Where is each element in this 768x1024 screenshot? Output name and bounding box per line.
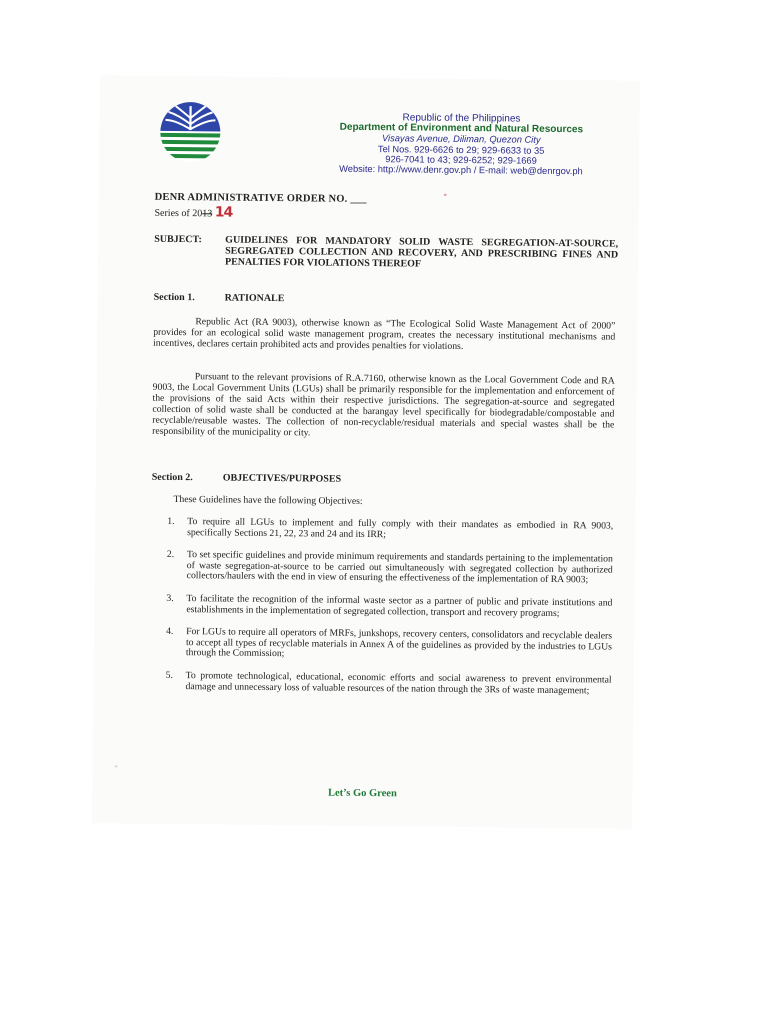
section2-intro: These Guidelines have the following Objectives:	[173, 493, 363, 507]
section1-paragraph-2: Pursuant to the relevant provisions of R.A.7160, otherwise known as the Local Government Code and RA 9003, the Local Government Units (LGUs) shall be primarily responsible for the implementation and enforcement of the provisions of the said Acts within their respective jurisdictions. The segregation-at-source and segregated collection of solid waste shall be conducted at the barangay level specifically for biodegradable/compostable and recyclable/reusable wastes. The collection of non-recyclable/residual materials and special wastes shall be the responsibility of the municipality or city.	[152, 371, 615, 439]
list-item-text: For LGUs to require all operators of MRFs, junkshops, recovery centers, consolidators and recyclable dealers to accept all types of recyclable materials in Annex A of the guidelines as provided by the industries to LGUs through the Commission;	[185, 626, 613, 660]
letterhead-republic: Republic of the Philippines	[402, 112, 521, 125]
list-item-text: To require all LGUs to implement and fully comply with their mandates as embodied in RA 9003, specifically Sections 21, 22, 23 and 24 and its IRR;	[187, 516, 614, 540]
order-title: DENR ADMINISTRATIVE ORDER NO. ___	[154, 191, 367, 205]
series-year-typed: 13	[202, 208, 213, 220]
series-label: Series of 20	[154, 207, 203, 220]
scan-speck	[115, 765, 118, 767]
list-item-number: 4.	[166, 626, 174, 638]
list-item-number: 3.	[166, 592, 174, 604]
section2-title: OBJECTIVES/PURPOSES	[222, 472, 342, 485]
list-item-number: 5.	[165, 669, 173, 681]
denr-logo-icon	[153, 100, 228, 165]
letterhead-department: Department of Environment and Natural Resources	[339, 121, 584, 136]
subject-label: SUBJECT:	[154, 233, 202, 246]
subject-block	[154, 233, 619, 270]
list-item	[166, 627, 612, 663]
section1-number: Section 1.	[153, 291, 195, 304]
list-item-text: To facilitate the recognition of the informal waste sector as a partner of public and private institutions and establishments in the implementation of segregated collection, transport and recovery programs;	[186, 593, 613, 619]
letterhead-tel-2: 926-7041 to 43; 929-6252; 929-1669	[385, 153, 537, 166]
scan-speck	[444, 194, 447, 196]
footer-slogan: Let’s Go Green	[327, 787, 397, 800]
list-item	[165, 671, 611, 697]
subject-text: GUIDELINES FOR MANDATORY SOLID WASTE SEGREGATION-AT-SOURCE, SEGREGATED COLLECTION AND RECOVERY, AND PRESCRIBING FINES AND PENALTIES FOR VIOLATIONS THEREOF	[224, 234, 619, 270]
list-item	[167, 517, 613, 543]
list-item-number: 2.	[166, 549, 175, 561]
series-year-handwritten: 14	[214, 204, 233, 221]
list-item-text: To set specific guidelines and provide minimum requirements and standards pertaining to the implementation of waste segregation-at-source to be carried out simultaneously with segregated collection by authorized collectors/haulers with the end in view of ensuring the effectiveness of the implementation of RA 9003;	[186, 549, 613, 586]
document-page	[92, 75, 640, 829]
list-item	[167, 550, 613, 586]
section1-title: RATIONALE	[224, 292, 285, 305]
section1-paragraph-1: Republic Act (RA 9003), otherwise known as “The Ecological Solid Waste Management Act of 2000” provides for an ecological solid waste management program, creates the necessary institutional mechanisms and incentives, declares certain prohibited acts and provides penalties for violations.	[153, 316, 616, 353]
letterhead-address: Visayas Avenue, Diliman, Quezon City	[381, 133, 541, 146]
section2-number: Section 2.	[151, 471, 193, 484]
letterhead-tel-1: Tel Nos. 929-6626 to 29; 929-6633 to 35	[377, 143, 545, 156]
list-item-text: To promote technological, educational, economic efforts and social awareness to prevent environmental damage and unnecessary loss of valuable resources of the nation through the 3Rs of waste management;	[185, 670, 612, 696]
letterhead-website: Website: http://www.denr.gov.ph / E-mail: web@denrgov.ph	[339, 163, 583, 177]
list-item-number: 1.	[167, 515, 175, 527]
objectives-list	[165, 517, 613, 709]
order-series	[154, 204, 232, 221]
list-item	[166, 594, 612, 620]
letterhead	[251, 112, 672, 178]
